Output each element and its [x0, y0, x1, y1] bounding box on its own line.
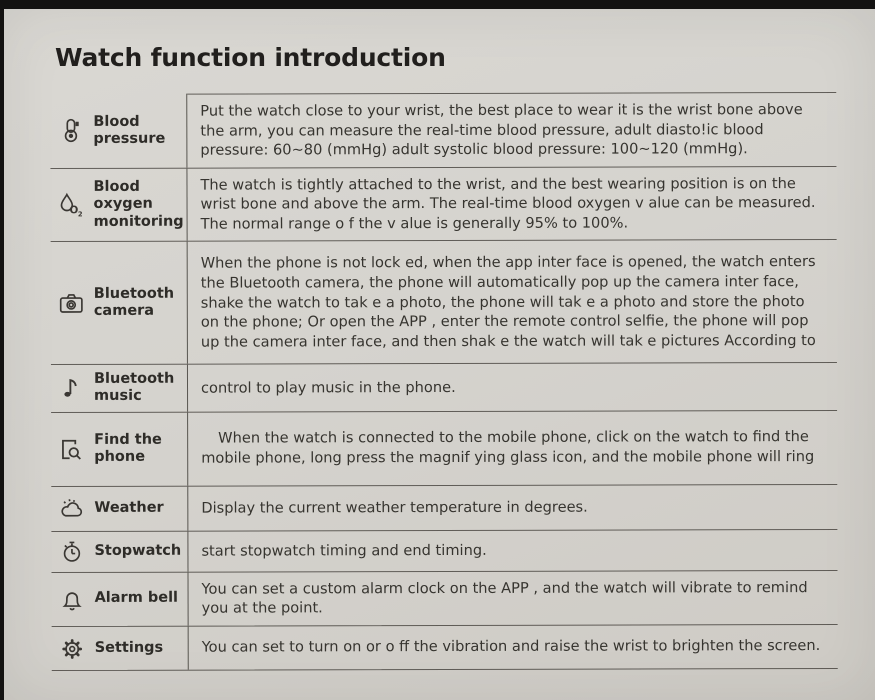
alarm-bell-icon	[59, 585, 86, 612]
table-row	[51, 409, 837, 485]
function-description: When the phone is not lock ed, when the app inter face is opened, the watch enters the Bluetooth camera, the phone will automatically pop up the camera inter face, shake the watch to tak e a photo, the phone will tak e a photo and store the photo on the phone; Or open the APP , enter the remote control selfie, the phone will pop up the camera inter face, and then shak e the watch will tak e pictures According to	[200, 253, 816, 351]
function-label: Find the phone	[94, 431, 162, 465]
table-row	[50, 166, 836, 242]
function-description-cell	[189, 625, 838, 670]
function-label: Blood oxygen monitoring	[93, 179, 184, 230]
table-row	[51, 362, 837, 411]
function-description-cell	[188, 410, 837, 485]
function-label-cell	[50, 94, 187, 168]
manual-page	[4, 9, 875, 700]
function-label-cell	[51, 486, 188, 530]
function-description: You can set a custom alarm clock on the APP , and the watch will vibrate to remind you at the point.	[201, 578, 808, 617]
settings-gear-icon	[59, 635, 86, 662]
function-label: Blood pressure	[93, 113, 166, 147]
function-label-cell	[51, 531, 188, 571]
function-description-cell	[187, 92, 836, 167]
table-row	[52, 624, 838, 671]
function-description-cell	[188, 240, 837, 364]
function-label-cell	[50, 168, 187, 241]
function-label: Stopwatch	[94, 542, 182, 559]
svg-text:O: O	[69, 204, 79, 217]
function-label-cell	[51, 365, 188, 412]
function-description: control to play music in the phone.	[200, 378, 456, 397]
page-title: Watch function introduction	[55, 43, 446, 72]
function-label: Weather	[94, 499, 164, 516]
table-row	[51, 483, 837, 530]
function-description: Display the current weather temperature in degrees.	[201, 498, 588, 517]
weather-cloud-icon	[58, 495, 85, 522]
function-description: When the watch is connected to the mobile phone, click on the watch to find the mobile phone, long press the magnif ying glass icon, and the mobile phone will ring	[201, 428, 815, 467]
stopwatch-icon	[58, 538, 85, 565]
function-description: The watch is tightly attached to the wrist, and the best wearing position is on the wrist bone and above the arm. The real-time blood oxygen v alue can be measured. The normal range o f the v alue is generally 95% to 100%.	[200, 174, 816, 233]
function-label-cell	[51, 242, 188, 364]
function-label-cell	[51, 412, 188, 485]
function-label-cell	[51, 572, 188, 625]
function-table	[50, 92, 838, 671]
function-description: You can set to turn on or o ff the vibration and raise the wrist to brighten the screen.	[201, 637, 821, 656]
bluetooth-camera-icon	[58, 290, 85, 317]
svg-text:2: 2	[77, 210, 83, 219]
function-description-cell	[188, 529, 837, 571]
function-label: Bluetooth music	[93, 370, 175, 405]
find-phone-icon	[58, 435, 85, 462]
music-note-icon	[58, 375, 85, 402]
function-label: Settings	[94, 639, 164, 656]
table-row	[51, 528, 837, 571]
blood-oxygen-icon	[58, 191, 85, 218]
function-description-cell	[188, 484, 837, 530]
function-description-cell	[188, 363, 837, 411]
function-label-cell	[52, 626, 189, 669]
function-description-cell	[187, 167, 836, 241]
table-row	[51, 569, 837, 625]
function-description-cell	[188, 570, 837, 625]
table-row	[50, 92, 836, 168]
function-description: Put the watch close to your wrist, the best place to wear it is the wrist bone above the arm, you can measure the real-time blood pressure, adult diasto!ic blood pressure: 60~80 (mmHg) adult systolic blood pressure: 100~120 (mmHg).	[200, 101, 803, 159]
function-description: start stopwatch timing and end timing.	[201, 541, 487, 560]
function-label: Alarm bell	[94, 590, 179, 607]
blood-pressure-icon	[57, 117, 84, 144]
function-label: Bluetooth camera	[93, 285, 175, 320]
table-row	[51, 239, 837, 364]
